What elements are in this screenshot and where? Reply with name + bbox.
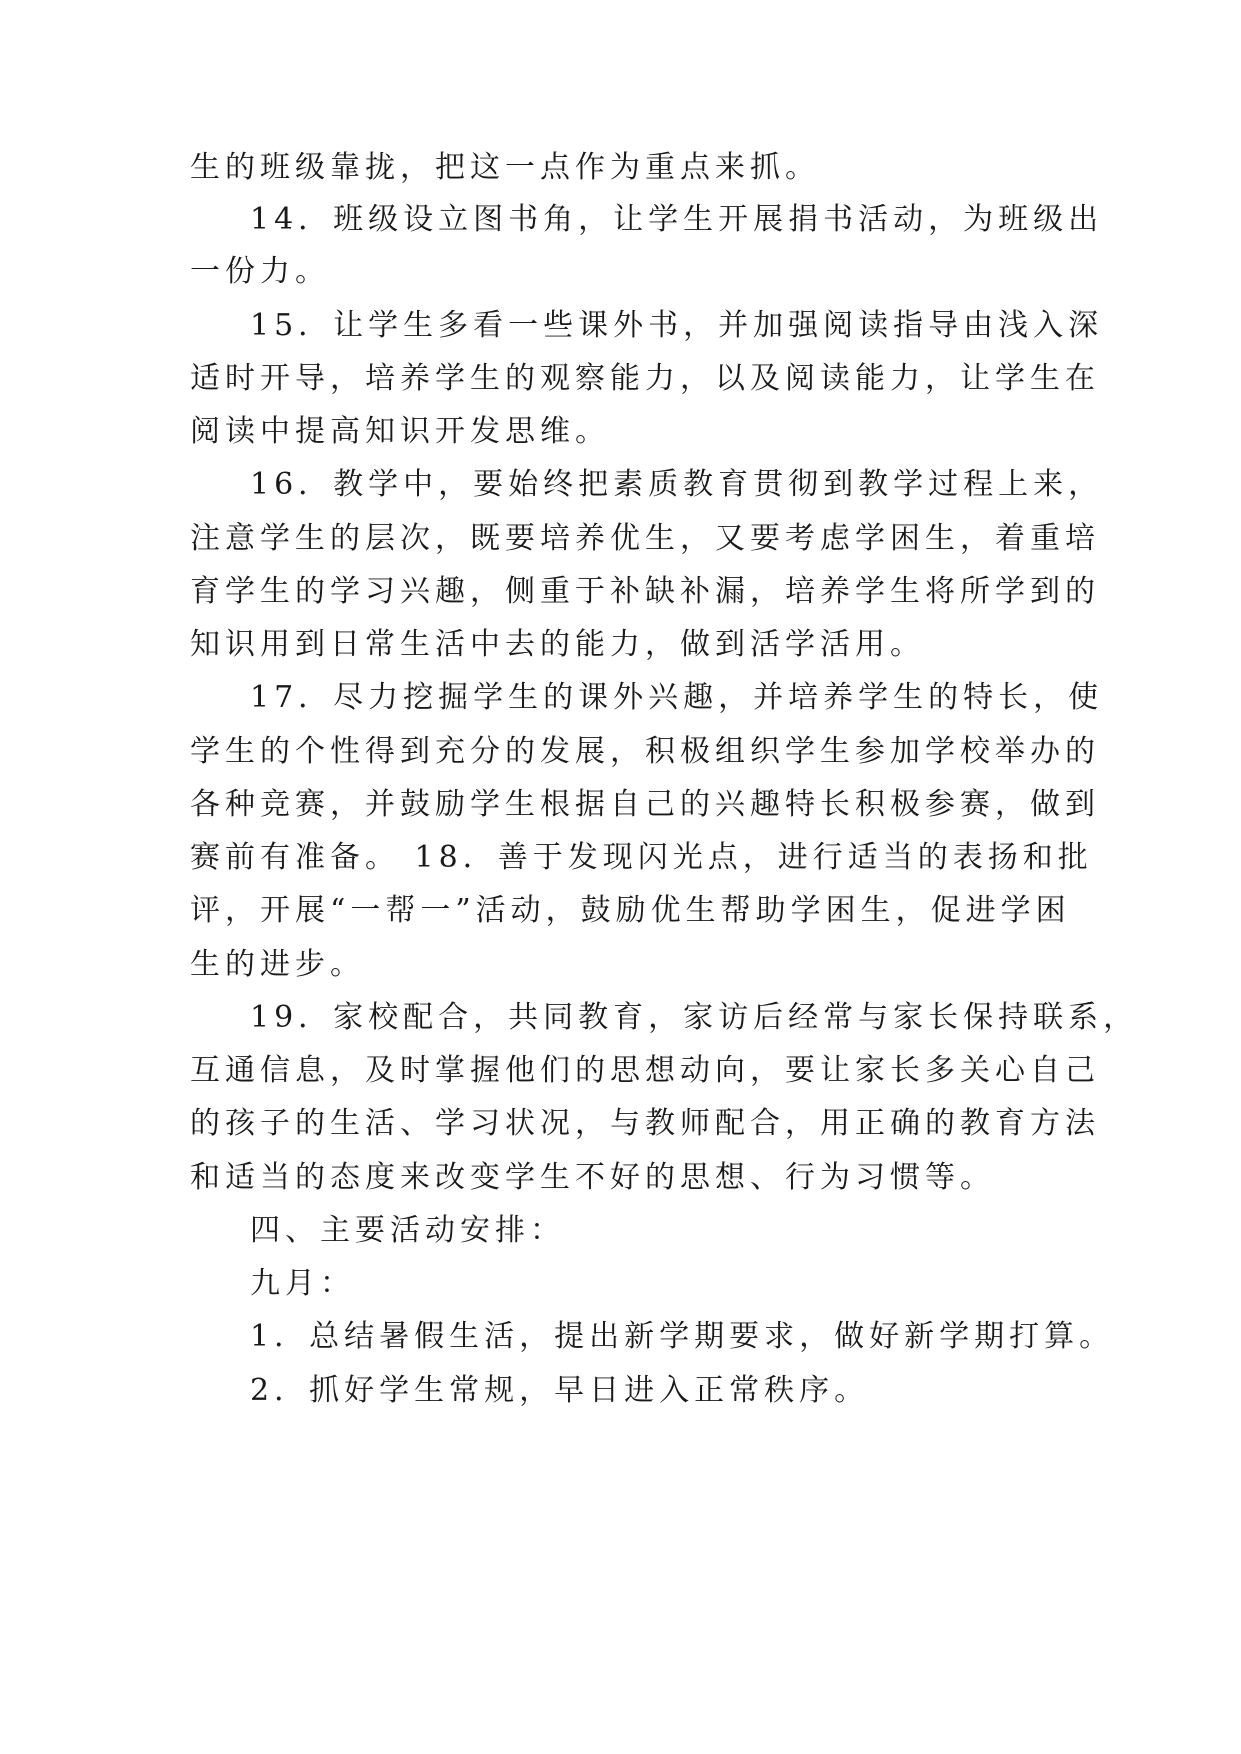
text-line: 16．教学中，要始终把素质教育贯彻到教学过程上来，	[250, 467, 1104, 502]
text-line: 阅读中提高知识开发思维。	[190, 414, 610, 449]
text-line: 评，开展“一帮一”活动，鼓励优生帮助学困生，促进学困	[190, 893, 1071, 928]
text-line: 育学生的学习兴趣，侧重于补缺补漏，培养学生将所学到的	[190, 574, 1100, 609]
text-line: 一份力。	[190, 254, 330, 289]
text-line: 知识用到日常生活中去的能力，做到活学活用。	[190, 627, 925, 662]
text-line: 生的班级靠拢，把这一点作为重点来抓。	[190, 150, 820, 185]
text-line: 19．家校配合，共同教育，家访后经常与家长保持联系，	[250, 1000, 1139, 1035]
section-heading: 四、主要活动安排：	[250, 1213, 565, 1248]
text-line: 适时开导，培养学生的观察能力，以及阅读能力，让学生在	[190, 361, 1100, 396]
text-line: 各种竞赛，并鼓励学生根据自己的兴趣特长积极参赛，做到	[190, 787, 1100, 822]
text-line: 赛前有准备。 18．善于发现闪光点，进行适当的表扬和批	[190, 840, 1093, 875]
text-line: 互通信息，及时掌握他们的思想动向，要让家长多关心自己	[190, 1053, 1100, 1088]
list-item: 2．抓好学生常规，早日进入正常秩序。	[250, 1373, 870, 1408]
text-line: 14．班级设立图书角，让学生开展捐书活动，为班级出	[250, 202, 1104, 237]
text-line: 生的进步。	[190, 947, 365, 982]
text-line: 17．尽力挖掘学生的课外兴趣，并培养学生的特长，使	[250, 680, 1104, 715]
text-line: 的孩子的生活、学习状况，与教师配合，用正确的教育方法	[190, 1106, 1100, 1141]
text-line: 和适当的态度来改变学生不好的思想、行为习惯等。	[190, 1160, 995, 1195]
text-line: 注意学生的层次，既要培养优生，又要考虑学困生，着重培	[190, 521, 1100, 556]
text-line: 学生的个性得到充分的发展，积极组织学生参加学校举办的	[190, 734, 1100, 769]
text-line: 15．让学生多看一些课外书，并加强阅读指导由浅入深	[250, 308, 1104, 343]
month-heading: 九月：	[250, 1266, 355, 1301]
list-item: 1．总结暑假生活，提出新学期要求，做好新学期打算。	[250, 1319, 1115, 1354]
